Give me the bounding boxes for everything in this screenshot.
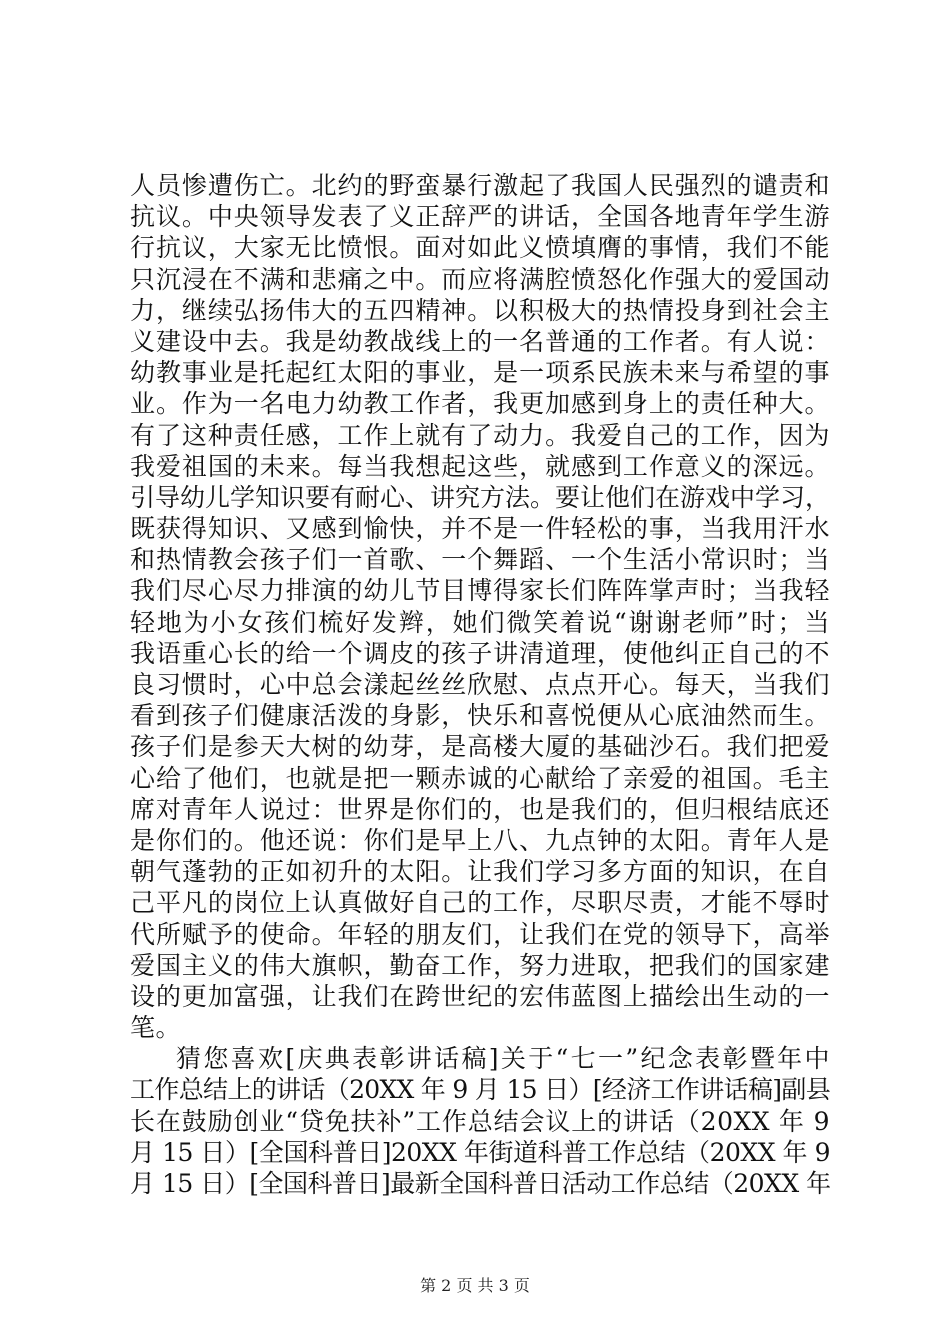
body-line: 有了这种责任感，工作上就有了动力。我爱自己的工作，因为 [130,420,830,450]
body-line: 我爱祖国的未来。每当我想起这些，就感到工作意义的深远。 [130,451,830,481]
body-line: 看到孩子们健康活泼的身影，快乐和喜悦便从心底油然而生。 [130,701,830,731]
body-line: 业。作为一名电力幼教工作者，我更加感到身上的责任种大。 [130,389,830,419]
related-line: 月 15 日）[全国科普日]最新全国科普日活动工作总结（20XX 年 [130,1169,831,1198]
body-line: 轻地为小女孩们梳好发辫，她们微笑着说“谢谢老师”时；当 [130,607,830,637]
body-line: 行抗议，大家无比愤恨。面对如此义愤填膺的事情，我们不能 [130,233,830,263]
body-line: 义建设中去。我是幼教战线上的一名普通的工作者。有人说： [130,326,830,356]
body-line: 席对青年人说过：世界是你们的，也是我们的，但归根结底还 [130,794,830,824]
body-line: 爱国主义的伟大旗帜，勤奋工作，努力进取，把我们的国家建 [130,950,830,980]
related-line: 长在鼓励创业“贷免扶补”工作总结会议上的讲话（20XX 年 9 [130,1106,830,1136]
body-line: 己平凡的岗位上认真做好自己的工作，尽职尽责，才能不辱时 [130,888,830,918]
body-line: 心给了他们，也就是把一颗赤诚的心献给了亲爱的祖国。毛主 [130,763,830,793]
body-line: 我们尽心尽力排演的幼儿节目博得家长们阵阵掌声时；当我轻 [130,576,830,606]
body-line: 抗议。中央领导发表了义正辞严的讲话，全国各地青年学生游 [130,202,830,232]
body-line: 设的更加富强，让我们在跨世纪的宏伟蓝图上描绘出生动的一 [130,981,830,1011]
body-line: 既获得知识、又感到愉快，并不是一件轻松的事，当我用汗水 [130,514,830,544]
related-line: 猜您喜欢[庆典表彰讲话稿]关于“七一”纪念表彰暨年中 [176,1044,830,1074]
body-line: 我语重心长的给一个调皮的孩子讲清道理，使他纠正自己的不 [130,638,830,668]
body-line: 幼教事业是托起红太阳的事业，是一项系民族未来与希望的事 [130,358,830,388]
body-line: 代所赋予的使命。年轻的朋友们，让我们在党的领导下，高举 [130,919,830,949]
body-line: 和热情教会孩子们一首歌、一个舞蹈、一个生活小常识时；当 [130,545,830,575]
document-body [130,170,830,1199]
body-line: 笔。 [130,1013,182,1043]
body-line: 是你们的。他还说：你们是早上八、九点钟的太阳。青年人是 [130,825,830,855]
body-line: 孩子们是参天大树的幼芽，是高楼大厦的基础沙石。我们把爱 [130,732,830,762]
body-line: 只沉浸在不满和悲痛之中。而应将满腔愤怒化作强大的爱国动 [130,264,830,294]
body-line: 良习惯时，心中总会漾起丝丝欣慰、点点开心。每天，当我们 [130,670,830,699]
related-line: 月 15 日）[全国科普日]20XX 年街道科普工作总结（20XX 年 9 [130,1137,830,1167]
body-line: 力，继续弘扬伟大的五四精神。以积极大的热情投身到社会主 [130,295,830,325]
related-line: 工作总结上的讲话（20XX 年 9 月 15 日）[经济工作讲话稿]副县 [130,1075,830,1105]
page-number-footer: 第 2 页 共 3 页 [420,1276,530,1295]
body-line: 引导幼儿学知识要有耐心、讲究方法。要让他们在游戏中学习， [130,482,831,512]
body-line: 人员惨遭伤亡。北约的野蛮暴行激起了我国人民强烈的谴责和 [130,171,830,200]
body-line: 朝气蓬勃的正如初升的太阳。让我们学习多方面的知识，在自 [130,857,830,887]
